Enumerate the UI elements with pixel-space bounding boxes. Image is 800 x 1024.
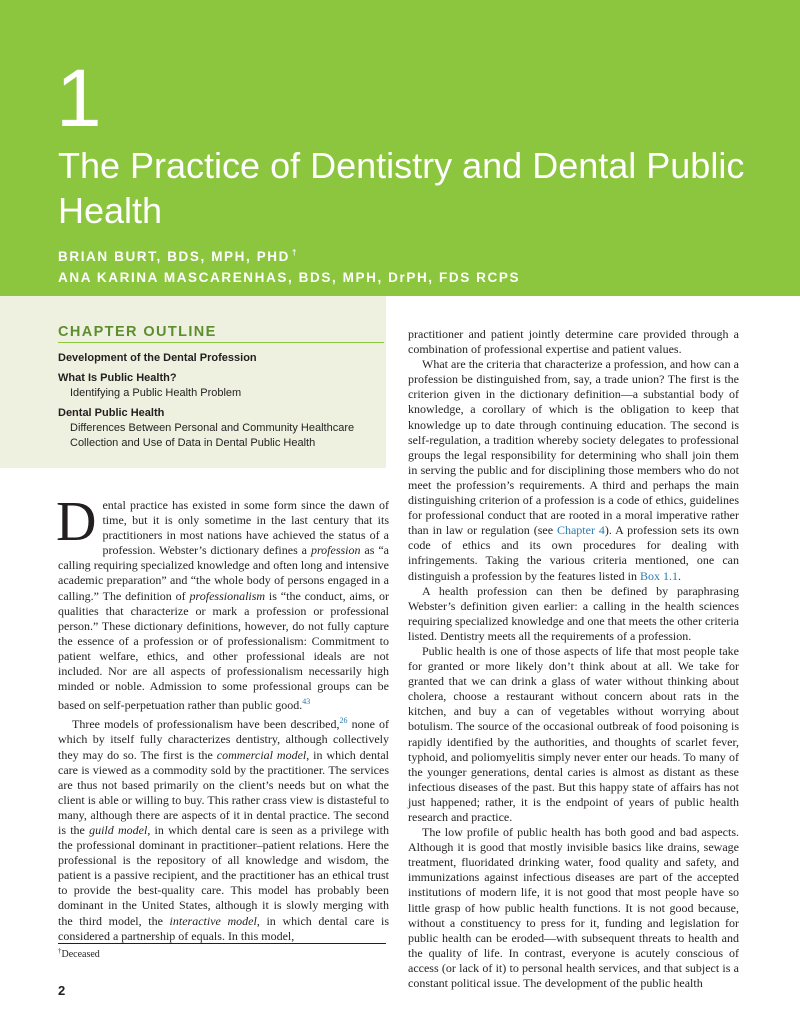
outline-section-3[interactable]: Dental Public Health xyxy=(58,407,165,419)
text-run: . xyxy=(677,568,681,583)
paragraph: practitioner and patient jointly determine care provided through a combination of professional expertise and patient values. xyxy=(408,327,739,357)
outline-section-2[interactable]: What Is Public Health? xyxy=(58,372,177,384)
term-interactive-model: interactive model xyxy=(169,913,257,928)
chapter-title: The Practice of Dentistry and Dental Public Health xyxy=(58,145,745,231)
paragraph: Public health is one of those aspects of life that most people take for granted or more likely don’t think about at all. We take for granted that we can drink a glass of water without thinking about cholera, choose a restaurant without concern about rats in the kitchen, and buy a can of vegetables without worrying about botulism. The source of the occasional outbreak of food poisoning is rapidly identified by the authorities, and thoughts of scarlet fever, typhoid, and poliomyelitis simply never enter our heads. To many of the younger generations, dental caries is almost as distant as these infectious diseases of the past. But this happy state of affairs has not just happened; rather, it is the endpoint of years of public health research and practice. xyxy=(408,643,739,824)
citation-link[interactable]: 26 xyxy=(339,716,348,726)
text-run: as “a calling requiring specialized knowledge and often long and intensive academic preparation” and “the whole body of persons engaged in a calling.” The definition of xyxy=(58,543,389,603)
term-commercial-model: commercial model xyxy=(216,747,307,762)
paragraph: The low profile of public health has both good and bad aspects. Although it is good that mostly invisible basics like drains, sewage treatment, fluoridated drinking water, food quality and safety, and immunizations against infectious diseases are part of the accepted institutions of modern life, it is not good that most people have so little grasp of how public health functions. It is not good because, without a constituency to press for it, funding and legislation for public health can be eroded—with subsequent threats to health and the quality of life. In contrast, everyone is acutely conscious of access (or lack of it) to personal health services, and that subject is a constant political issue. The development of the public health xyxy=(408,825,739,991)
outline-subsection-3-2[interactable]: Collection and Use of Data in Dental Public Health xyxy=(70,437,316,449)
footnote-divider xyxy=(58,943,386,944)
author-1-mark: † xyxy=(292,248,297,257)
term-professionalism: professionalism xyxy=(189,588,266,603)
paragraph xyxy=(56,491,390,713)
term-guild-model: guild model xyxy=(89,822,148,837)
outline-list xyxy=(58,351,384,451)
text-run: What are the criteria that characterize a profession, and how can a profession be distinguished from, say, a trade union? The first is the criterion given in the dictionary definition—a substantial body of knowledge, a corollary of which is the obligation to keep that knowledge up to date through continuing education. The second is self-regulation, a tradition whereby society delegates to professional groups the legal responsibility for determining who shall join them in serving the public and for disciplining those members who do not meet the profession’s requirements. A third and perhaps the main distinguishing criterion of a profession is a code of ethics, guidelines for professional conduct that are rooted in a moral imperative rather than in law or regulation (see xyxy=(408,357,739,538)
page-number: 2 xyxy=(58,983,66,998)
drop-cap: D xyxy=(56,491,97,553)
paragraph xyxy=(408,357,739,583)
text-run: , in which dental care is viewed as a commodity sold by the practitioner. The services are thus not based primarily on the client’s needs but on what the client is able or willing to buy. This rather crass view is distasteful to many, although there are aspects of it in dental practice. The second is the xyxy=(58,747,389,837)
chapter-outline xyxy=(0,296,386,468)
outline-subsection-2-1[interactable]: Identifying a Public Health Problem xyxy=(70,387,242,399)
paragraph xyxy=(58,713,389,943)
footnote-text: Deceased xyxy=(61,949,100,960)
outline-subsection-3-1[interactable]: Differences Between Personal and Community Healthcare xyxy=(70,422,355,434)
outline-section-1[interactable]: Development of the Dental Profession xyxy=(58,352,257,364)
text-run: , in which dental care is considered a partnership of equals. In this model, xyxy=(58,913,389,943)
outline-divider xyxy=(58,342,384,343)
text-run: Three models of professionalism have been described, xyxy=(72,717,340,732)
text-run: ). A profession sets its own code of ethics and its own procedures for dealing with infringements. Taking the various criteria mentioned, one can distinguish a profession by the features listed in xyxy=(408,523,739,583)
box-1-1-link[interactable]: Box 1.1 xyxy=(639,568,678,583)
text-run: , in which dental care is seen as a privilege with the professional dominant in practitioner–patient relations. Here the professional is the repository of all knowledge and wisdom, the patient is a passive recipient, and the practitioner has an ethical trust to provide the best-quality care. This model has probably been dominant in the United States, although it is slowly merging with the third model, the xyxy=(58,822,390,928)
chapter-number: 1 xyxy=(56,53,100,144)
text-run: is “the conduct, aims, or qualities that characterize or mark a profession or professional person.” These dictionary definitions, however, do not fully capture the essence of a profession or of professionalism: Commitment to patient welfare, ethics, and other professional ideals are not included. Nor are all aspects of professionalism necessarily high minded or noble. Admission to some professional groups can be based on self-perpetuation rather than public good. xyxy=(58,588,390,713)
author-1-name: BRIAN BURT, BDS, MPH, PHD xyxy=(58,249,291,264)
term-profession: profession xyxy=(310,543,361,558)
author-2-name: ANA KARINA MASCARENHAS, BDS, MPH, DrPH, FDS RCPS xyxy=(58,270,521,285)
author-2 xyxy=(58,270,520,285)
paragraph: A health profession can then be defined by paraphrasing Webster’s definition given earlier: a calling in the health sciences requiring specialized knowledge and one that meets the other criteria listed. Dentistry meets all the requirements of a profession. xyxy=(408,583,739,643)
left-column xyxy=(56,491,390,944)
text-run: none of which by itself fully characterizes dentistry, although collectively they may do so. The first is the xyxy=(58,717,389,762)
chapter-header xyxy=(0,0,800,296)
chapter-4-link[interactable]: Chapter 4 xyxy=(556,523,605,538)
outline-title: CHAPTER OUTLINE xyxy=(58,324,217,340)
text-run: ental practice has existed in some form since the dawn of time, but it is only sometime in the last century that its practitioners in most nations have achieved the status of a profession. Webster’s dictionary defines a xyxy=(102,498,389,558)
author-1 xyxy=(58,248,296,264)
citation-link[interactable]: 43 xyxy=(302,697,311,707)
footnote xyxy=(58,947,100,960)
right-column xyxy=(408,327,739,991)
footnote-mark: † xyxy=(58,947,62,955)
